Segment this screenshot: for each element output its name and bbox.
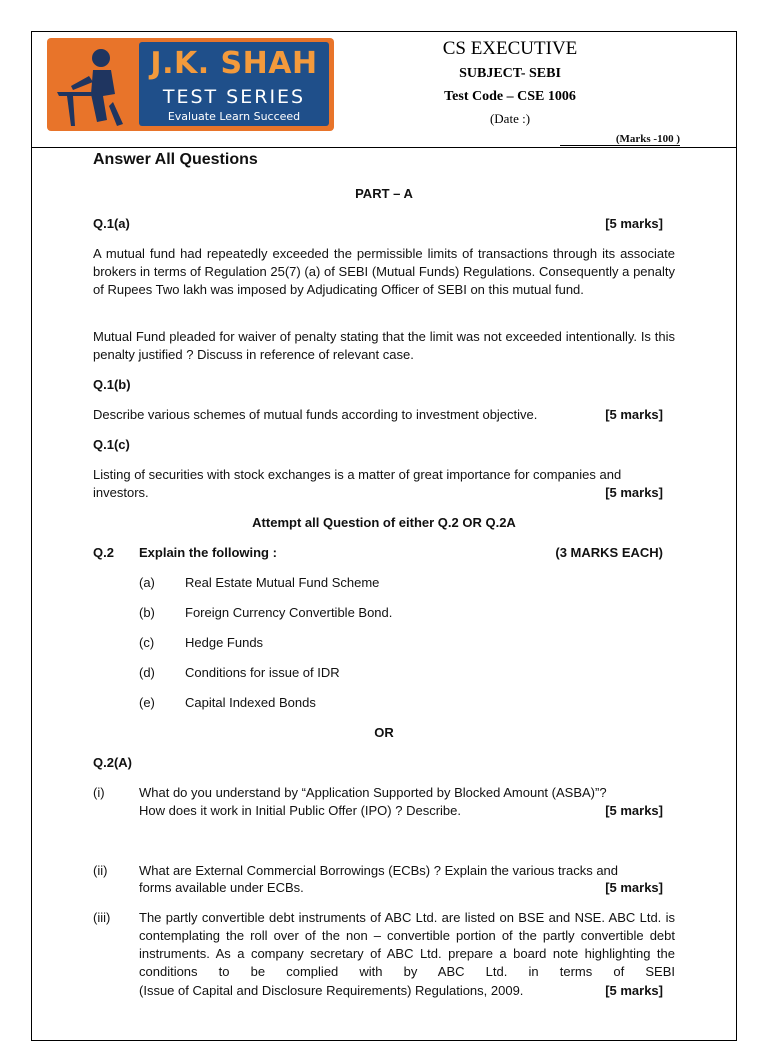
logo-series: TEST SERIES [162,86,306,108]
test-code: Test Code – CSE 1006 [444,89,576,104]
q2a-item-num: (iii) [93,910,111,925]
q2a-item-line-1: What are External Commercial Borrowings (ECBs) ? Explain the various tracks and [139,863,619,878]
q1c-line-1: Listing of securities with stock exchanges is a matter of great importance for companies and [93,467,622,482]
exam-title: CS EXECUTIVE [442,38,578,59]
q1b-label: Q.1(b) [93,377,131,392]
q2-item-num: (b) [139,605,155,620]
q2-item-num: (c) [139,635,155,650]
q1b-marks: [5 marks] [605,407,663,422]
q2-item-text: Real Estate Mutual Fund Scheme [185,575,380,590]
q2-item-text: Conditions for issue of IDR [185,665,340,680]
q2-marks: (3 MARKS EACH) [555,545,663,560]
subject-title: SUBJECT- SEBI [459,66,561,81]
q1c-marks: [5 marks] [605,485,663,500]
instructions-heading: Answer All Questions [93,151,258,168]
q2a-item-num: (i) [93,785,105,800]
header-divider [32,147,737,148]
q2a-item-marks: [5 marks] [605,803,663,818]
q2a-item-line-2: forms available under ECBs. [139,880,304,895]
or-separator: OR [374,725,394,740]
q2a-label: Q.2(A) [93,755,132,770]
q2-item-num: (e) [139,695,155,710]
q2a-item-num: (ii) [93,863,108,878]
q2a-item-last-line: (Issue of Capital and Disclosure Requirements) Regulations, 2009. [139,983,524,998]
q1a-marks: [5 marks] [605,216,663,231]
q1c-label: Q.1(c) [93,437,130,452]
q2-text: Explain the following : [139,545,277,560]
part-heading: PART – A [355,186,413,201]
q2a-item-marks: [5 marks] [605,880,663,895]
q1a-label: Q.1(a) [93,216,130,231]
student-figure-icon [53,42,137,128]
q2-item-text: Foreign Currency Convertible Bond. [185,605,393,620]
q1a-paragraph-1: A mutual fund had repeatedly exceeded the permissible limits of transactions through its associate brokers in terms of Regulation 25(7) (a) of SEBI (Mutual Funds) Regulations. Consequently a penalty of Rupees Two lakh was imposed by Adjudicating Officer of SEBI on this mutual fund. [93,246,675,297]
logo-brand: J.K. SHAH [150,46,318,81]
q1a-paragraph-2: Mutual Fund pleaded for waiver of penalty stating that the limit was not exceeded intentionally. Is this penalty justified ? Discuss in reference of relevant case. [93,329,675,362]
q2a-item-marks: [5 marks] [605,983,663,998]
q2-item-num: (a) [139,575,155,590]
q1b-text: Describe various schemes of mutual funds according to investment objective. [93,407,538,422]
q2-label: Q.2 [93,545,114,560]
q2-item-num: (d) [139,665,155,680]
jk-shah-logo [47,38,334,131]
q2-item-text: Hedge Funds [185,635,264,650]
attempt-instruction: Attempt all Question of either Q.2 OR Q.2A [252,515,516,530]
q2a-item-line-2: How does it work in Initial Public Offer (IPO) ? Describe. [139,803,461,818]
logo-text-panel [139,42,329,126]
exam-date: (Date :) [489,111,531,126]
logo-tagline: Evaluate Learn Succeed [167,110,301,123]
q1c-line-2: investors. [93,485,149,500]
q2a-item-line-1: What do you understand by “Application Supported by Blocked Amount (ASBA)”? [139,785,607,800]
q2a-item-paragraph: The partly convertible debt instruments of ABC Ltd. are listed on BSE and NSE. ABC Ltd. is contemplating the roll over of the non – convertible portion of the partly convertible debt instruments. As a company secretary of ABC Ltd. prepare a board note highlighting the conditions to be complied with by ABC Ltd. in terms of SEBI [139,910,675,979]
total-marks: (Marks -100 ) [560,133,680,146]
q2-item-text: Capital Indexed Bonds [185,695,316,710]
